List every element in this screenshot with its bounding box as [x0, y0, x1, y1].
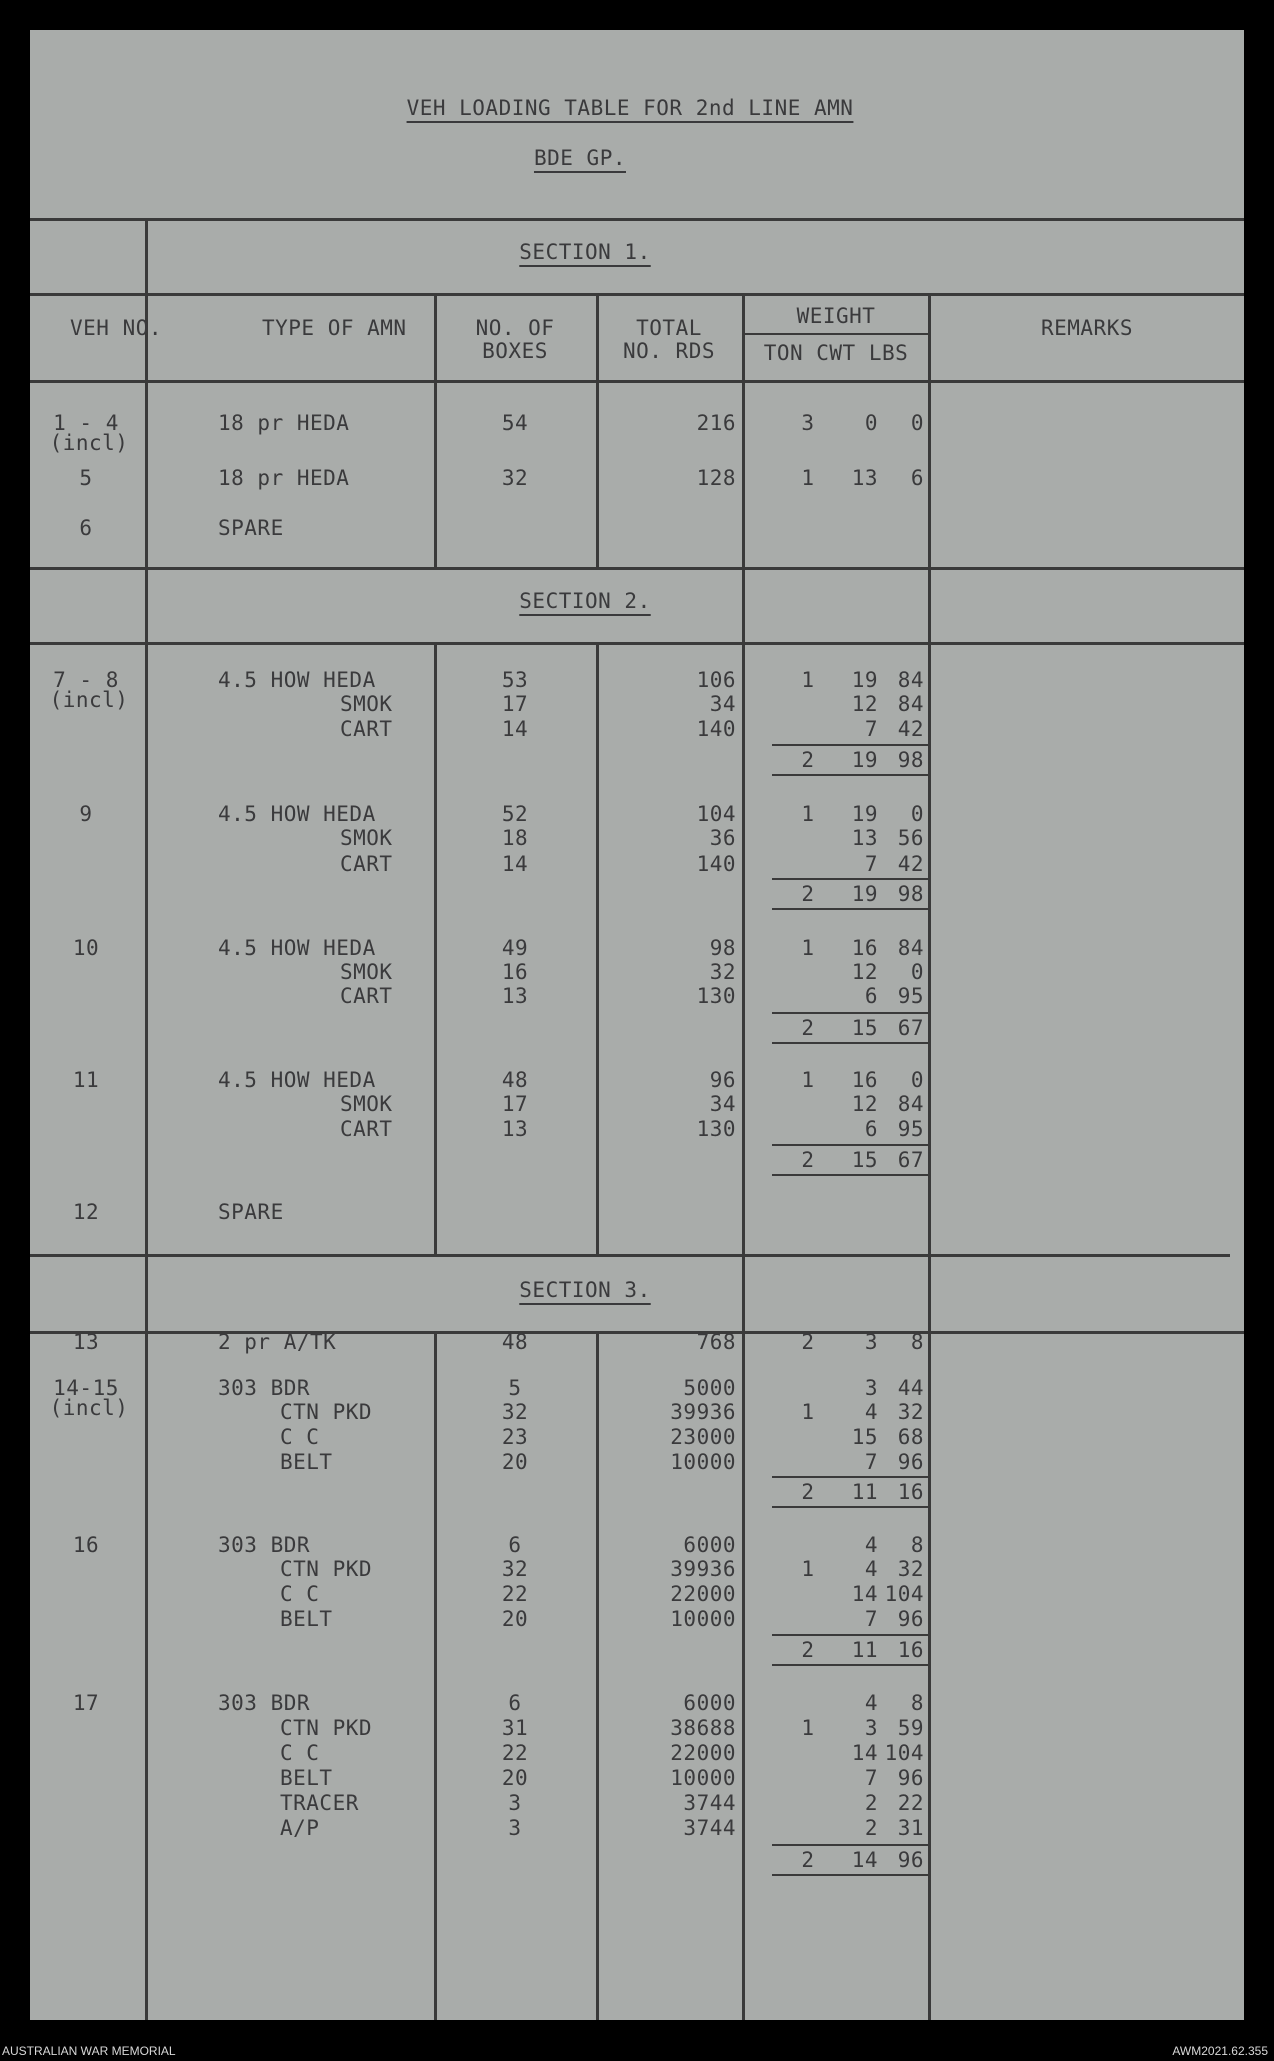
weight-cwt-cell: 15 — [851, 1425, 878, 1449]
weight-cwt-cell: 19 — [851, 882, 878, 906]
weight-lbs-cell: 84 — [897, 668, 924, 692]
weight-lbs-cell: 96 — [897, 1848, 924, 1872]
veh-no-cell: 7 - 8 — [53, 668, 119, 692]
weight-lbs-cell: 104 — [884, 1741, 924, 1765]
amn-type-cell: TRACER — [280, 1791, 359, 1815]
boxes-cell: 52 — [501, 802, 529, 826]
weight-ton-cell: 1 — [801, 1068, 815, 1092]
amn-type-cell: 303 BDR — [218, 1376, 311, 1400]
amn-type-cell: SMOK — [340, 1092, 393, 1116]
boxes-cell: 20 — [501, 1450, 529, 1474]
weight-lbs-cell: 32 — [897, 1400, 924, 1424]
weight-ton-cell: 1 — [801, 1400, 815, 1424]
subtotal-rule — [772, 744, 928, 746]
rounds-cell: 130 — [696, 1117, 736, 1141]
rounds-cell: 23000 — [670, 1425, 736, 1449]
weight-cwt-cell: 0 — [864, 411, 878, 435]
boxes-cell: 32 — [501, 1557, 529, 1581]
boxes-cell: 14 — [501, 717, 529, 741]
weight-lbs-cell: 6 — [910, 466, 924, 490]
weight-cwt-cell: 3 — [864, 1716, 878, 1740]
boxes-cell: 20 — [501, 1766, 529, 1790]
header-weight-units: TON CWT LBS — [763, 341, 909, 365]
rounds-cell: 6000 — [683, 1691, 736, 1715]
weight-cwt-cell: 7 — [864, 852, 878, 876]
weight-lbs-cell: 96 — [897, 1766, 924, 1790]
weight-lbs-cell: 59 — [897, 1716, 924, 1740]
amn-type-cell: 18 pr HEDA — [218, 411, 350, 435]
weight-cwt-cell: 12 — [851, 960, 878, 984]
veh-no-cell: 16 — [72, 1533, 100, 1557]
rounds-cell: 140 — [696, 852, 736, 876]
header-veh-no: VEH NO. — [70, 316, 163, 340]
amn-type-cell: CART — [340, 984, 393, 1008]
rounds-cell: 128 — [696, 466, 736, 490]
weight-cwt-cell: 6 — [864, 984, 878, 1008]
weight-lbs-cell: 42 — [897, 717, 924, 741]
weight-cwt-cell: 15 — [851, 1148, 878, 1172]
weight-ton-cell: 3 — [801, 411, 815, 435]
weight-cwt-cell: 16 — [851, 936, 878, 960]
weight-cwt-cell: 11 — [851, 1480, 878, 1504]
weight-ton-cell: 2 — [801, 1330, 815, 1354]
amn-type-cell: C C — [280, 1425, 320, 1449]
total-underline — [772, 1506, 928, 1508]
amn-type-cell: 4.5 HOW HEDA — [218, 802, 376, 826]
weight-cwt-cell: 7 — [864, 717, 878, 741]
rounds-cell: 6000 — [683, 1533, 736, 1557]
header-total-rds-2: NO. RDS — [622, 339, 715, 363]
weight-lbs-cell: 84 — [897, 1092, 924, 1116]
weight-cwt-cell: 4 — [864, 1400, 878, 1424]
weight-cwt-cell: 19 — [851, 748, 878, 772]
rounds-cell: 39936 — [670, 1557, 736, 1581]
boxes-cell: 49 — [501, 936, 529, 960]
amn-type-cell: BELT — [280, 1450, 333, 1474]
rounds-cell: 106 — [696, 668, 736, 692]
weight-lbs-cell: 22 — [897, 1791, 924, 1815]
amn-type-cell: 303 BDR — [218, 1691, 311, 1715]
amn-type-cell: CTN PKD — [280, 1400, 373, 1424]
subtotal-rule — [772, 878, 928, 880]
col-rule-weight — [928, 293, 931, 2020]
subtotal-rule — [772, 1634, 928, 1636]
rounds-cell: 3744 — [683, 1816, 736, 1840]
total-underline — [772, 1664, 928, 1666]
weight-cwt-cell: 14 — [851, 1741, 878, 1765]
boxes-cell: 16 — [501, 960, 529, 984]
boxes-cell: 18 — [501, 826, 529, 850]
header-total-rds-1: TOTAL — [636, 316, 702, 340]
weight-lbs-cell: 44 — [897, 1376, 924, 1400]
amn-type-cell: SMOK — [340, 692, 393, 716]
rounds-cell: 10000 — [670, 1607, 736, 1631]
weight-cwt-cell: 7 — [864, 1766, 878, 1790]
boxes-cell: 22 — [501, 1741, 529, 1765]
weight-ton-cell: 2 — [801, 1148, 815, 1172]
boxes-cell: 5 — [508, 1376, 522, 1400]
document-subtitle: BDE GP. — [533, 146, 626, 170]
boxes-cell: 54 — [501, 411, 529, 435]
weight-cwt-cell: 7 — [864, 1607, 878, 1631]
rule-section1-bottom — [30, 293, 1244, 296]
veh-no-incl-cell: (incl) — [49, 431, 129, 455]
rule-section2-top — [30, 567, 1244, 570]
boxes-cell: 32 — [501, 1400, 529, 1424]
boxes-cell: 48 — [501, 1068, 529, 1092]
veh-no-cell: 17 — [72, 1691, 100, 1715]
weight-lbs-cell: 8 — [910, 1533, 924, 1557]
weight-lbs-cell: 8 — [910, 1330, 924, 1354]
rule-header-bottom — [30, 380, 1244, 383]
rounds-cell: 96 — [709, 1068, 736, 1092]
subtotal-rule — [772, 1476, 928, 1478]
weight-cwt-cell: 2 — [864, 1816, 878, 1840]
rounds-cell: 36 — [709, 826, 736, 850]
weight-cwt-cell: 4 — [864, 1557, 878, 1581]
boxes-cell: 6 — [508, 1533, 522, 1557]
veh-no-cell: 1 - 4 — [53, 411, 119, 435]
boxes-cell: 53 — [501, 668, 529, 692]
weight-lbs-cell: 67 — [897, 1016, 924, 1040]
rounds-cell: 38688 — [670, 1716, 736, 1740]
weight-lbs-cell: 0 — [910, 960, 924, 984]
rounds-cell: 32 — [709, 960, 736, 984]
weight-subrule — [744, 333, 928, 335]
amn-type-cell: 18 pr HEDA — [218, 466, 350, 490]
boxes-cell: 31 — [501, 1716, 529, 1740]
weight-lbs-cell: 68 — [897, 1425, 924, 1449]
weight-cwt-cell: 14 — [851, 1848, 878, 1872]
weight-lbs-cell: 84 — [897, 936, 924, 960]
weight-ton-cell: 2 — [801, 748, 815, 772]
weight-cwt-cell: 15 — [851, 1016, 878, 1040]
total-underline — [772, 1874, 928, 1876]
col-rule-rds — [742, 293, 745, 2020]
weight-cwt-cell: 7 — [864, 1450, 878, 1474]
rounds-cell: 5000 — [683, 1376, 736, 1400]
weight-lbs-cell: 16 — [897, 1480, 924, 1504]
weight-cwt-cell: 13 — [851, 466, 878, 490]
header-no-of-boxes-1: NO. OF — [475, 316, 555, 340]
subtotal-rule — [772, 1012, 928, 1014]
weight-cwt-cell: 13 — [851, 826, 878, 850]
weight-lbs-cell: 96 — [897, 1450, 924, 1474]
weight-lbs-cell: 95 — [897, 984, 924, 1008]
rounds-cell: 3744 — [683, 1791, 736, 1815]
weight-cwt-cell: 4 — [864, 1533, 878, 1557]
weight-cwt-cell: 19 — [851, 802, 878, 826]
rounds-cell: 104 — [696, 802, 736, 826]
header-weight: WEIGHT — [796, 304, 876, 328]
weight-lbs-cell: 96 — [897, 1607, 924, 1631]
amn-type-cell: 4.5 HOW HEDA — [218, 668, 376, 692]
amn-type-cell: CART — [340, 717, 393, 741]
amn-type-cell: BELT — [280, 1607, 333, 1631]
weight-ton-cell: 2 — [801, 1848, 815, 1872]
weight-cwt-cell: 4 — [864, 1691, 878, 1715]
weight-lbs-cell: 56 — [897, 826, 924, 850]
boxes-cell: 17 — [501, 1092, 529, 1116]
document-title: VEH LOADING TABLE FOR 2nd LINE AMN — [406, 96, 854, 120]
amn-type-cell: C C — [280, 1741, 320, 1765]
rule-section2-bottom — [30, 642, 1244, 645]
weight-lbs-cell: 32 — [897, 1557, 924, 1581]
veh-no-cell: 14-15 — [53, 1376, 119, 1400]
section-3-heading: SECTION 3. — [519, 1278, 651, 1302]
weight-lbs-cell: 67 — [897, 1148, 924, 1172]
weight-lbs-cell: 0 — [910, 802, 924, 826]
rounds-cell: 10000 — [670, 1450, 736, 1474]
weight-cwt-cell: 2 — [864, 1791, 878, 1815]
total-underline — [772, 908, 928, 910]
weight-cwt-cell: 12 — [851, 692, 878, 716]
amn-type-cell: SPARE — [218, 1200, 284, 1224]
weight-lbs-cell: 31 — [897, 1816, 924, 1840]
boxes-cell: 13 — [501, 1117, 529, 1141]
rounds-cell: 22000 — [670, 1741, 736, 1765]
boxes-cell: 13 — [501, 984, 529, 1008]
total-underline — [772, 1174, 928, 1176]
weight-lbs-cell: 95 — [897, 1117, 924, 1141]
total-underline — [772, 774, 928, 776]
subtotal-rule — [772, 1144, 928, 1146]
weight-ton-cell: 2 — [801, 1638, 815, 1662]
boxes-cell: 17 — [501, 692, 529, 716]
weight-lbs-cell: 98 — [897, 882, 924, 906]
section-1-heading: SECTION 1. — [519, 240, 651, 264]
amn-type-cell: CTN PKD — [280, 1557, 373, 1581]
rounds-cell: 768 — [696, 1330, 736, 1354]
veh-no-cell: 13 — [72, 1330, 100, 1354]
weight-lbs-cell: 98 — [897, 748, 924, 772]
veh-no-cell: 10 — [72, 936, 100, 960]
rounds-cell: 39936 — [670, 1400, 736, 1424]
weight-lbs-cell: 8 — [910, 1691, 924, 1715]
rounds-cell: 98 — [709, 936, 736, 960]
amn-type-cell: SMOK — [340, 826, 393, 850]
amn-type-cell: 303 BDR — [218, 1533, 311, 1557]
veh-no-cell: 12 — [72, 1200, 100, 1224]
rounds-cell: 34 — [709, 692, 736, 716]
amn-type-cell: CART — [340, 1117, 393, 1141]
amn-type-cell: C C — [280, 1582, 320, 1606]
subtotal-rule — [772, 1844, 928, 1846]
rule-top — [30, 218, 1244, 221]
weight-lbs-cell: 0 — [910, 1068, 924, 1092]
amn-type-cell: A/P — [280, 1816, 320, 1840]
boxes-cell: 22 — [501, 1582, 529, 1606]
veh-no-cell: 11 — [72, 1068, 100, 1092]
section-2-heading: SECTION 2. — [519, 589, 651, 613]
header-type-of-amn: TYPE OF AMN — [262, 316, 407, 340]
weight-cwt-cell: 19 — [851, 668, 878, 692]
boxes-cell: 48 — [501, 1330, 529, 1354]
amn-type-cell: 4.5 HOW HEDA — [218, 936, 376, 960]
weight-ton-cell: 2 — [801, 1480, 815, 1504]
rounds-cell: 34 — [709, 1092, 736, 1116]
amn-type-cell: CART — [340, 852, 393, 876]
amn-type-cell: CTN PKD — [280, 1716, 373, 1740]
rounds-cell: 130 — [696, 984, 736, 1008]
weight-ton-cell: 2 — [801, 1016, 815, 1040]
document-page — [30, 30, 1244, 2020]
weight-lbs-cell: 42 — [897, 852, 924, 876]
rounds-cell: 216 — [696, 411, 736, 435]
weight-ton-cell: 1 — [801, 802, 815, 826]
header-remarks: REMARKS — [1040, 316, 1133, 340]
amn-type-cell: 4.5 HOW HEDA — [218, 1068, 376, 1092]
col-rule-veh — [145, 218, 148, 2020]
total-underline — [772, 1042, 928, 1044]
header-no-of-boxes-2: BOXES — [482, 339, 548, 363]
boxes-cell: 20 — [501, 1607, 529, 1631]
boxes-cell: 3 — [508, 1791, 522, 1815]
boxes-cell: 3 — [508, 1816, 522, 1840]
weight-cwt-cell: 12 — [851, 1092, 878, 1116]
amn-type-cell: BELT — [280, 1766, 333, 1790]
weight-ton-cell: 1 — [801, 668, 815, 692]
weight-ton-cell: 1 — [801, 1716, 815, 1740]
weight-cwt-cell: 6 — [864, 1117, 878, 1141]
weight-cwt-cell: 14 — [851, 1582, 878, 1606]
boxes-cell: 6 — [508, 1691, 522, 1715]
amn-type-cell: 2 pr A/TK — [218, 1330, 337, 1354]
rounds-cell: 10000 — [670, 1766, 736, 1790]
weight-cwt-cell: 3 — [864, 1376, 878, 1400]
weight-lbs-cell: 16 — [897, 1638, 924, 1662]
weight-ton-cell: 1 — [801, 1557, 815, 1581]
weight-cwt-cell: 11 — [851, 1638, 878, 1662]
boxes-cell: 32 — [501, 466, 529, 490]
amn-type-cell: SMOK — [340, 960, 393, 984]
veh-no-incl-cell: (incl) — [49, 688, 129, 712]
boxes-cell: 14 — [501, 852, 529, 876]
amn-type-cell: SPARE — [218, 516, 284, 540]
weight-cwt-cell: 16 — [851, 1068, 878, 1092]
rounds-cell: 140 — [696, 717, 736, 741]
weight-cwt-cell: 3 — [864, 1330, 878, 1354]
veh-no-cell: 5 — [79, 466, 93, 490]
footer-reference: AWM2021.62.355 — [1172, 2044, 1268, 2058]
weight-ton-cell: 1 — [801, 466, 815, 490]
weight-lbs-cell: 104 — [884, 1582, 924, 1606]
weight-lbs-cell: 84 — [897, 692, 924, 716]
veh-no-incl-cell: (incl) — [49, 1396, 129, 1420]
veh-no-cell: 6 — [79, 516, 93, 540]
rule-section3-top — [30, 1254, 1230, 1257]
veh-no-cell: 9 — [79, 802, 93, 826]
boxes-cell: 23 — [501, 1425, 529, 1449]
footer-credit: AUSTRALIAN WAR MEMORIAL — [2, 2044, 176, 2058]
rounds-cell: 22000 — [670, 1582, 736, 1606]
weight-ton-cell: 2 — [801, 882, 815, 906]
weight-lbs-cell: 0 — [910, 411, 924, 435]
weight-ton-cell: 1 — [801, 936, 815, 960]
